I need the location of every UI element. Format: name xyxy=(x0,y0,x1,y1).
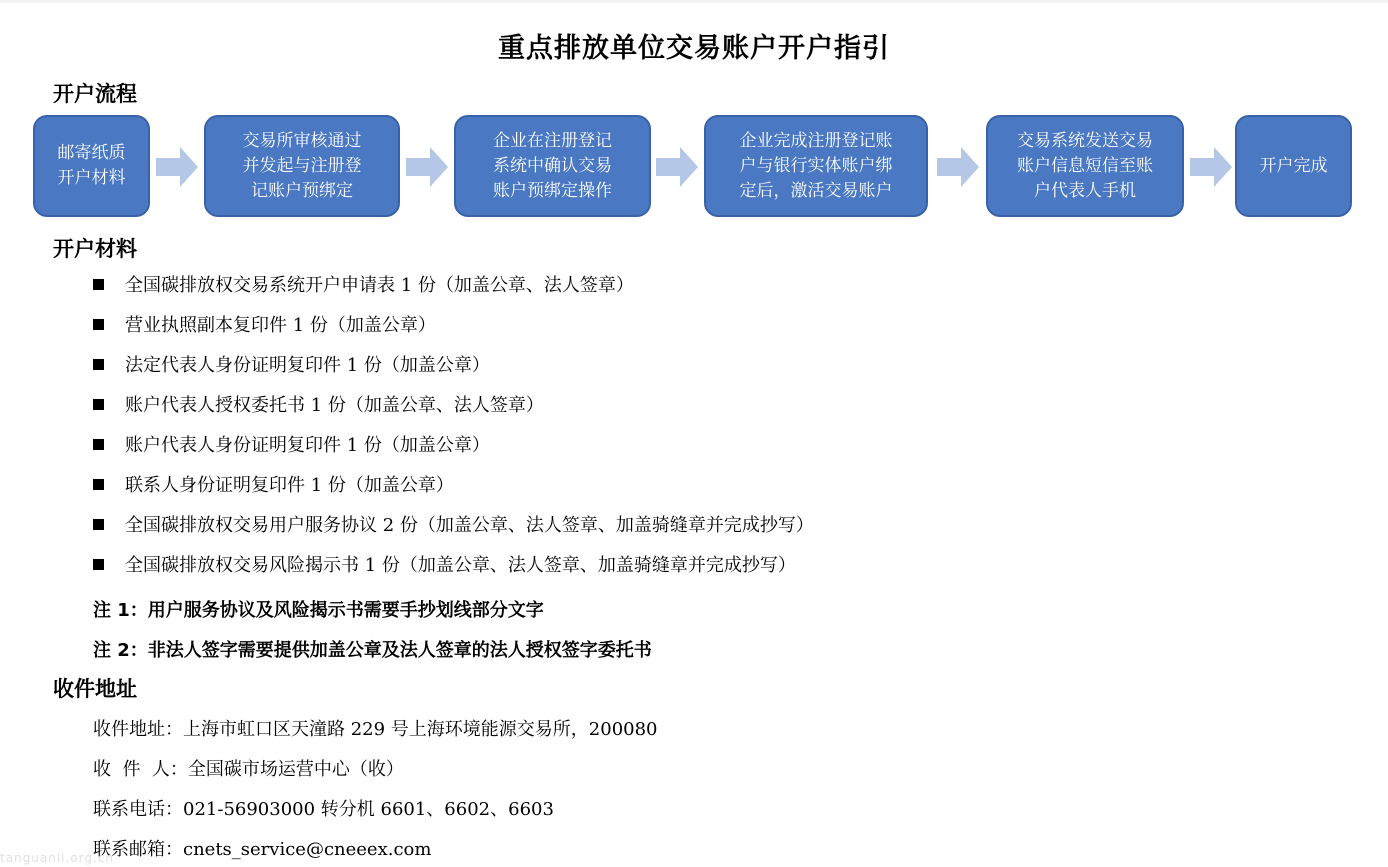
flow-arrow-4-icon xyxy=(937,147,979,187)
material-text: 联系人身份证明复印件 1 份（加盖公章） xyxy=(125,475,454,496)
flow-step-4-line-2: 户与银行实体账户绑 xyxy=(739,155,893,176)
flow-step-6 xyxy=(1235,115,1352,217)
page-title: 重点排放单位交易账户开户指引 xyxy=(498,33,890,64)
materials-list xyxy=(93,270,814,590)
flow-step-3-line-2: 系统中确认交易 xyxy=(493,155,612,176)
flow-step-3-line-3: 账户预绑定操作 xyxy=(493,180,612,201)
material-text: 账户代表人授权委托书 1 份（加盖公章、法人签章） xyxy=(125,395,544,416)
address-line: 收件地址：上海市虹口区天潼路 229 号上海环境能源交易所，200080 xyxy=(93,719,658,740)
flow-step-2 xyxy=(204,115,400,217)
material-text: 全国碳排放权交易系统开户申请表 1 份（加盖公章、法人签章） xyxy=(125,275,634,296)
email-line: 联系邮箱：cnets_service@cneeex.com xyxy=(93,839,432,860)
list-item xyxy=(93,310,814,350)
square-bullet-icon xyxy=(93,399,104,410)
top-divider xyxy=(0,0,1388,3)
flow-step-1-line-1: 邮寄纸质 xyxy=(57,143,126,163)
flow-arrow-2-icon xyxy=(406,147,448,187)
square-bullet-icon xyxy=(93,439,104,450)
flow-step-5-line-1: 交易系统发送交易 xyxy=(1017,130,1153,151)
flow-step-6-line-1: 开户完成 xyxy=(1259,155,1328,176)
flow-step-3 xyxy=(454,115,651,217)
watermark-text: tanguanli.org.cn xyxy=(0,851,115,865)
flow-step-2-line-3: 记账户预绑定 xyxy=(251,180,353,201)
flow-step-4-line-3: 定后，激活交易账户 xyxy=(739,180,893,201)
note-1: 注 1：用户服务协议及风险揭示书需要手抄划线部分文字 xyxy=(93,600,544,621)
list-item xyxy=(93,550,814,590)
list-item xyxy=(93,430,814,470)
flow-arrow-5-icon xyxy=(1190,147,1232,187)
material-text: 法定代表人身份证明复印件 1 份（加盖公章） xyxy=(125,355,490,376)
material-text: 账户代表人身份证明复印件 1 份（加盖公章） xyxy=(125,435,490,456)
flow-step-5-line-3: 户代表人手机 xyxy=(1034,180,1136,201)
flow-step-2-line-1: 交易所审核通过 xyxy=(242,130,362,151)
list-item xyxy=(93,510,814,550)
section-heading-process: 开户流程 xyxy=(53,82,137,106)
phone-line: 联系电话：021-56903000 转分机 6601、6602、6603 xyxy=(93,799,554,820)
material-text: 全国碳排放权交易风险揭示书 1 份（加盖公章、法人签章、加盖骑缝章并完成抄写） xyxy=(125,555,796,576)
square-bullet-icon xyxy=(93,559,104,570)
list-item xyxy=(93,350,814,390)
flow-step-3-line-1: 企业在注册登记 xyxy=(493,130,612,151)
list-item xyxy=(93,470,814,510)
square-bullet-icon xyxy=(93,519,104,530)
flow-step-1 xyxy=(33,115,150,217)
flow-arrow-1-icon xyxy=(156,147,198,187)
material-text: 营业执照副本复印件 1 份（加盖公章） xyxy=(125,315,436,336)
square-bullet-icon xyxy=(93,319,104,330)
section-heading-materials: 开户材料 xyxy=(53,237,137,261)
flow-step-5 xyxy=(986,115,1184,217)
note-2: 注 2：非法人签字需要提供加盖公章及法人签章的法人授权签字委托书 xyxy=(93,640,652,661)
list-item xyxy=(93,390,814,430)
flow-step-4 xyxy=(704,115,928,217)
flow-step-4-line-1: 企业完成注册登记账 xyxy=(739,130,893,151)
flow-step-5-line-2: 账户信息短信至账 xyxy=(1017,155,1153,176)
flow-step-1-line-2: 开户材料 xyxy=(57,168,126,188)
square-bullet-icon xyxy=(93,279,104,290)
material-text: 全国碳排放权交易用户服务协议 2 份（加盖公章、法人签章、加盖骑缝章并完成抄写） xyxy=(125,515,814,536)
square-bullet-icon xyxy=(93,479,104,490)
recipient-line: 收 件 人：全国碳市场运营中心（收） xyxy=(93,759,404,780)
section-heading-address: 收件地址 xyxy=(53,677,137,701)
square-bullet-icon xyxy=(93,359,104,370)
flow-step-2-line-2: 并发起与注册登 xyxy=(242,155,362,176)
flow-arrow-3-icon xyxy=(656,147,698,187)
list-item xyxy=(93,270,814,310)
